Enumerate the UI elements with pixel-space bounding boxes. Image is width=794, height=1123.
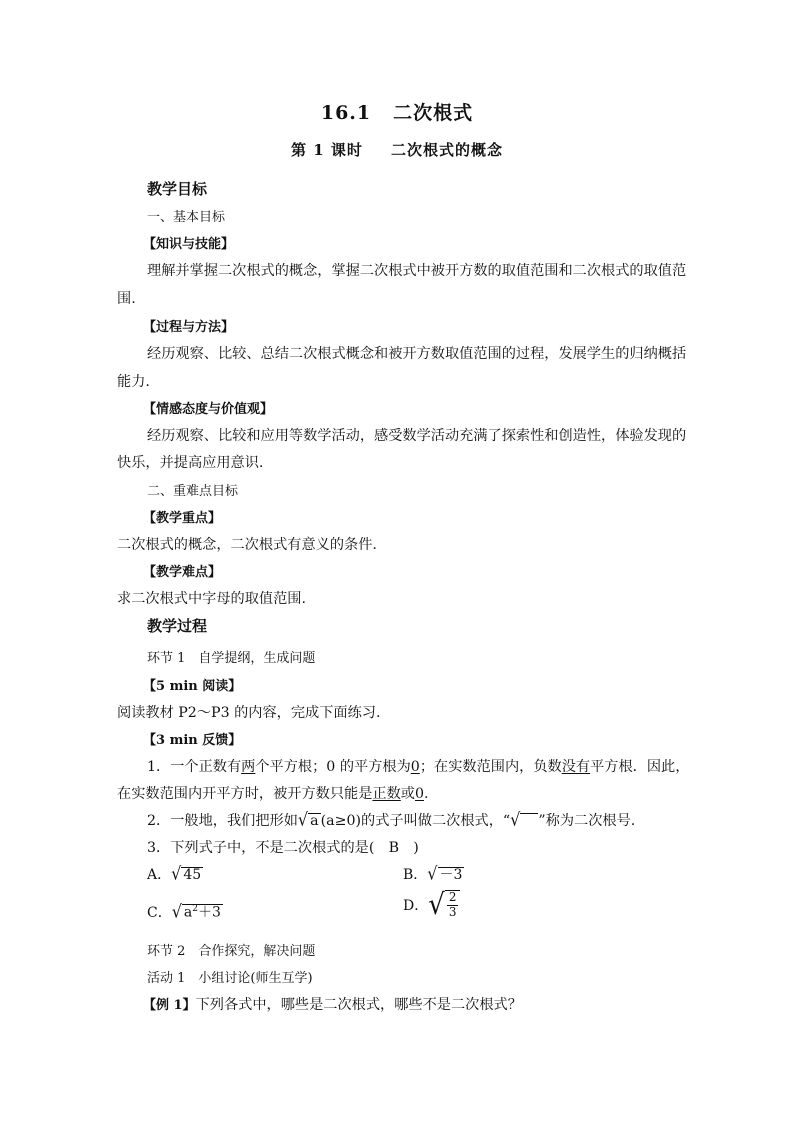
section-title: [0, 98, 794, 125]
difficulty-label: 【教学难点】: [143, 565, 222, 580]
process-text-line2: 能力.: [117, 374, 150, 390]
radical-sign-icon: √: [171, 901, 182, 922]
step2-heading: 环节 2 合作探究，解决问题: [147, 944, 316, 959]
emotion-text-line1: 经历观察、比较和应用等数学活动，感受数学活动充满了探索性和创造性，体验发现的: [147, 428, 687, 444]
radical-sign-icon: √: [428, 888, 445, 922]
section-number: 16.1: [320, 102, 372, 124]
question3: [147, 837, 419, 857]
option-a-expression: [171, 864, 203, 883]
process-label: 【过程与方法】: [143, 320, 235, 335]
radicand: a: [310, 813, 319, 829]
process-heading: 教学过程: [147, 617, 208, 635]
q1-text: 或: [400, 786, 415, 802]
sqrt-a-expression: [298, 810, 321, 830]
option-b-expression: [427, 864, 464, 883]
q1-text: 个平方根；0 的平方根为: [255, 759, 411, 775]
option-b: [403, 864, 464, 884]
emotion-text-line2: 快乐，并提高应用意识.: [117, 455, 264, 471]
key-points-text: 二次根式的概念，二次根式有意义的条件.: [117, 537, 377, 553]
example1-label: 【例 1】: [143, 998, 196, 1013]
knowledge-text-line2: 围.: [117, 291, 136, 307]
reading-text: 阅读教材 P2～P3 的内容，完成下面练习.: [117, 705, 381, 721]
radical-sign-icon: √: [297, 809, 309, 830]
radical-symbol: [510, 810, 538, 830]
q1-text: 1．一个正数有: [147, 759, 242, 775]
process-text-line1: 经历观察、比较、总结二次根式概念和被开方数取值范围的过程，发展学生的归纳概括: [147, 346, 687, 362]
q1-blank-none: 没有: [561, 759, 591, 775]
q1-blank-positive: 正数: [372, 786, 401, 802]
q1-blank-zero-2: 0: [414, 786, 425, 802]
option-d-numerator: 2: [448, 890, 457, 905]
basic-goals-heading: 一、基本目标: [147, 210, 226, 225]
q2-text: ”称为二次根号.: [538, 813, 636, 829]
q2-text: 2．一般地，我们把形如: [147, 813, 298, 829]
question1-line2: [117, 783, 429, 803]
section-name: 二次根式: [393, 102, 474, 124]
q2-condition: (a≥0): [320, 813, 362, 829]
feedback-label: 【3 min 反馈】: [143, 733, 242, 748]
q3-answer: B: [388, 840, 400, 856]
option-d-radicand: [445, 890, 461, 920]
example1: [143, 994, 522, 1014]
q1-text: ；在实数范围内，负数: [419, 759, 562, 775]
q3-text: ): [399, 840, 419, 856]
option-c-label: C．: [147, 905, 172, 921]
q1-text: 平方根．因此，: [590, 759, 690, 775]
key-points-label: 【教学重点】: [143, 511, 222, 526]
example1-text: 下列各式中，哪些是二次根式，哪些不是二次根式？: [195, 997, 522, 1013]
q1-text: 在实数范围内开平方时，被开方数只能是: [117, 786, 373, 802]
radical-sign-icon: √: [427, 863, 438, 884]
difficulty-text: 求二次根式中字母的取值范围.: [117, 591, 306, 607]
goals-heading: 教学目标: [147, 180, 208, 198]
option-a-radicand: 45: [183, 867, 202, 883]
option-c-expression: [172, 902, 223, 921]
question2: [147, 810, 635, 830]
lesson-name: 二次根式的概念: [390, 141, 503, 159]
q1-text: .: [424, 786, 429, 802]
q3-text: 3．下列式子中，不是二次根式的是(: [147, 840, 389, 856]
option-c: [147, 902, 223, 922]
option-b-radicand: －3: [439, 867, 463, 883]
option-a-label: A．: [147, 867, 172, 883]
option-c-base: a: [183, 905, 193, 921]
lesson-title: [0, 139, 794, 160]
q1-blank-count: 两: [241, 759, 256, 775]
option-d-denominator: 3: [448, 905, 457, 919]
radical-sign-icon: √: [510, 809, 521, 830]
option-d-fraction: [447, 891, 459, 920]
radical-sign-icon: √: [171, 863, 182, 884]
option-d: [403, 890, 460, 920]
option-b-label: B．: [403, 867, 428, 883]
option-c-rest: ＋3: [198, 905, 221, 921]
reading-label: 【5 min 阅读】: [143, 679, 242, 694]
key-goals-heading: 二、重难点目标: [147, 484, 239, 499]
option-d-expression: [428, 890, 460, 920]
question1-line1: [147, 756, 689, 776]
option-c-exponent: 2: [192, 904, 199, 915]
lesson-number: 第 1 课时: [291, 141, 363, 159]
step1-heading: 环节 1 自学提纲，生成问题: [147, 651, 316, 666]
activity1-heading: 活动 1 小组讨论(师生互学): [147, 971, 313, 986]
q2-text: 的式子叫做二次根式，“: [361, 813, 511, 829]
emotion-label: 【情感态度与价值观】: [143, 402, 274, 417]
empty-radicand: [520, 813, 538, 830]
option-d-label: D．: [403, 898, 429, 914]
option-c-radicand: [182, 904, 223, 921]
knowledge-text-line1: 理解并掌握二次根式的概念，掌握二次根式中被开方数的取值范围和二次根式的取值范: [147, 263, 687, 279]
option-a: [147, 864, 203, 884]
q1-blank-zero: 0: [410, 759, 420, 775]
knowledge-label: 【知识与技能】: [143, 237, 235, 252]
